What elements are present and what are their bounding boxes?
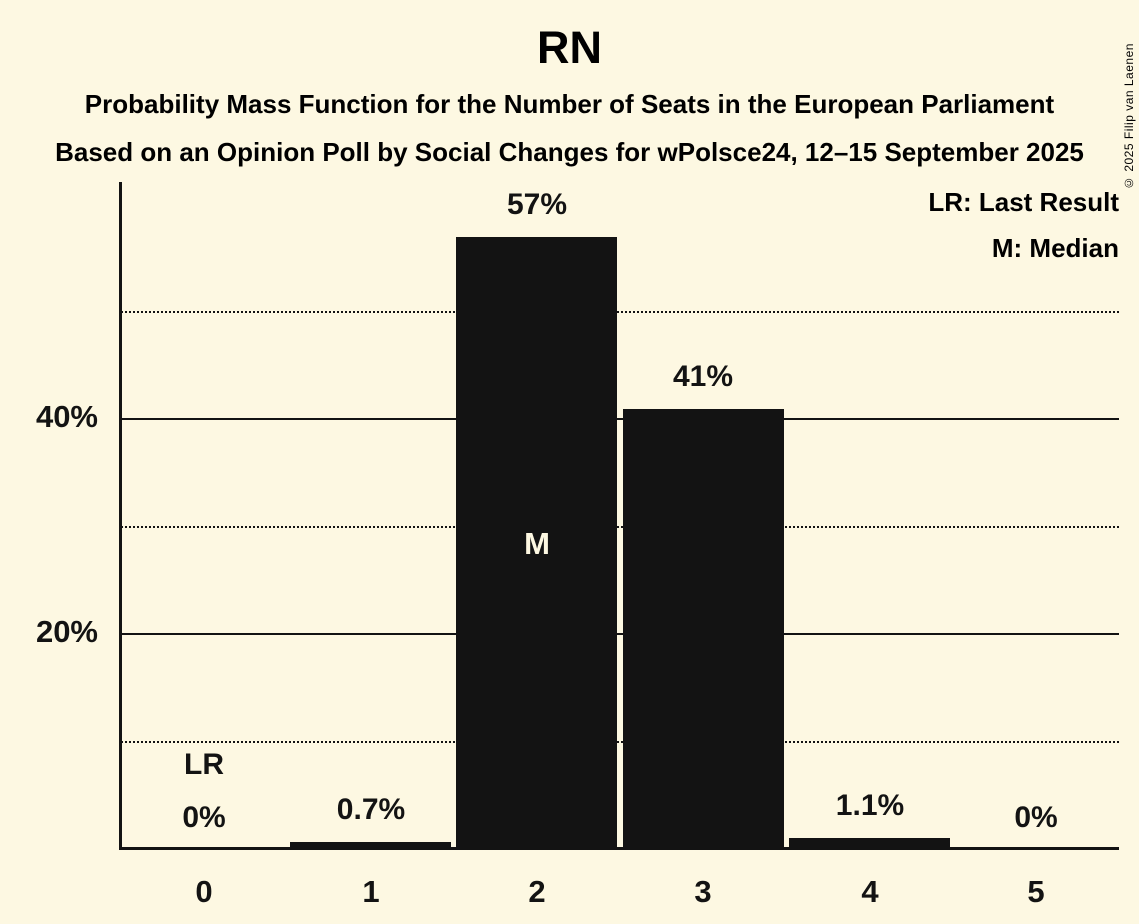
x-tick-label-2: 2: [528, 874, 546, 909]
gridline-dotted-50: [121, 311, 1119, 313]
copyright-notice: © 2025 Filip van Laenen: [1122, 43, 1136, 190]
value-label-seats-2: 57%: [506, 188, 568, 221]
gridline-dotted-10: [121, 741, 1119, 743]
x-tick-label-5: 5: [1027, 874, 1045, 909]
legend-last-result: LR: Last Result: [928, 187, 1119, 217]
x-tick-label-0: 0: [195, 874, 213, 909]
value-label-seats-5: 0%: [1014, 801, 1058, 834]
y-tick-label-20: 20%: [35, 614, 98, 649]
x-tick-label-4: 4: [861, 874, 879, 909]
chart-source-line: Based on an Opinion Poll by Social Changes for wPolsce24, 12–15 September 2025: [55, 137, 1084, 167]
chart-subtitle: Probability Mass Function for the Number of Seats in the European Parliament: [84, 89, 1055, 119]
chart-title: RN: [537, 22, 602, 73]
bar-seats-4: [789, 838, 950, 850]
x-tick-label-3: 3: [694, 874, 712, 909]
value-label-seats-0: 0%: [182, 801, 226, 834]
y-tick-label-40: 40%: [35, 399, 98, 434]
median-marker-label: M: [524, 526, 550, 561]
bar-seats-1: [290, 842, 451, 850]
value-label-seats-3: 41%: [672, 360, 734, 393]
bar-seats-3: [623, 409, 784, 850]
x-axis-line: [119, 847, 1119, 850]
last-result-marker-label: LR: [184, 748, 224, 781]
x-tick-label-1: 1: [362, 874, 380, 909]
gridline-solid-40: [121, 418, 1119, 420]
gridline-solid-20: [121, 633, 1119, 635]
value-label-seats-1: 0.7%: [336, 793, 406, 826]
value-label-seats-4: 1.1%: [835, 789, 905, 822]
legend-median: M: Median: [991, 233, 1119, 263]
